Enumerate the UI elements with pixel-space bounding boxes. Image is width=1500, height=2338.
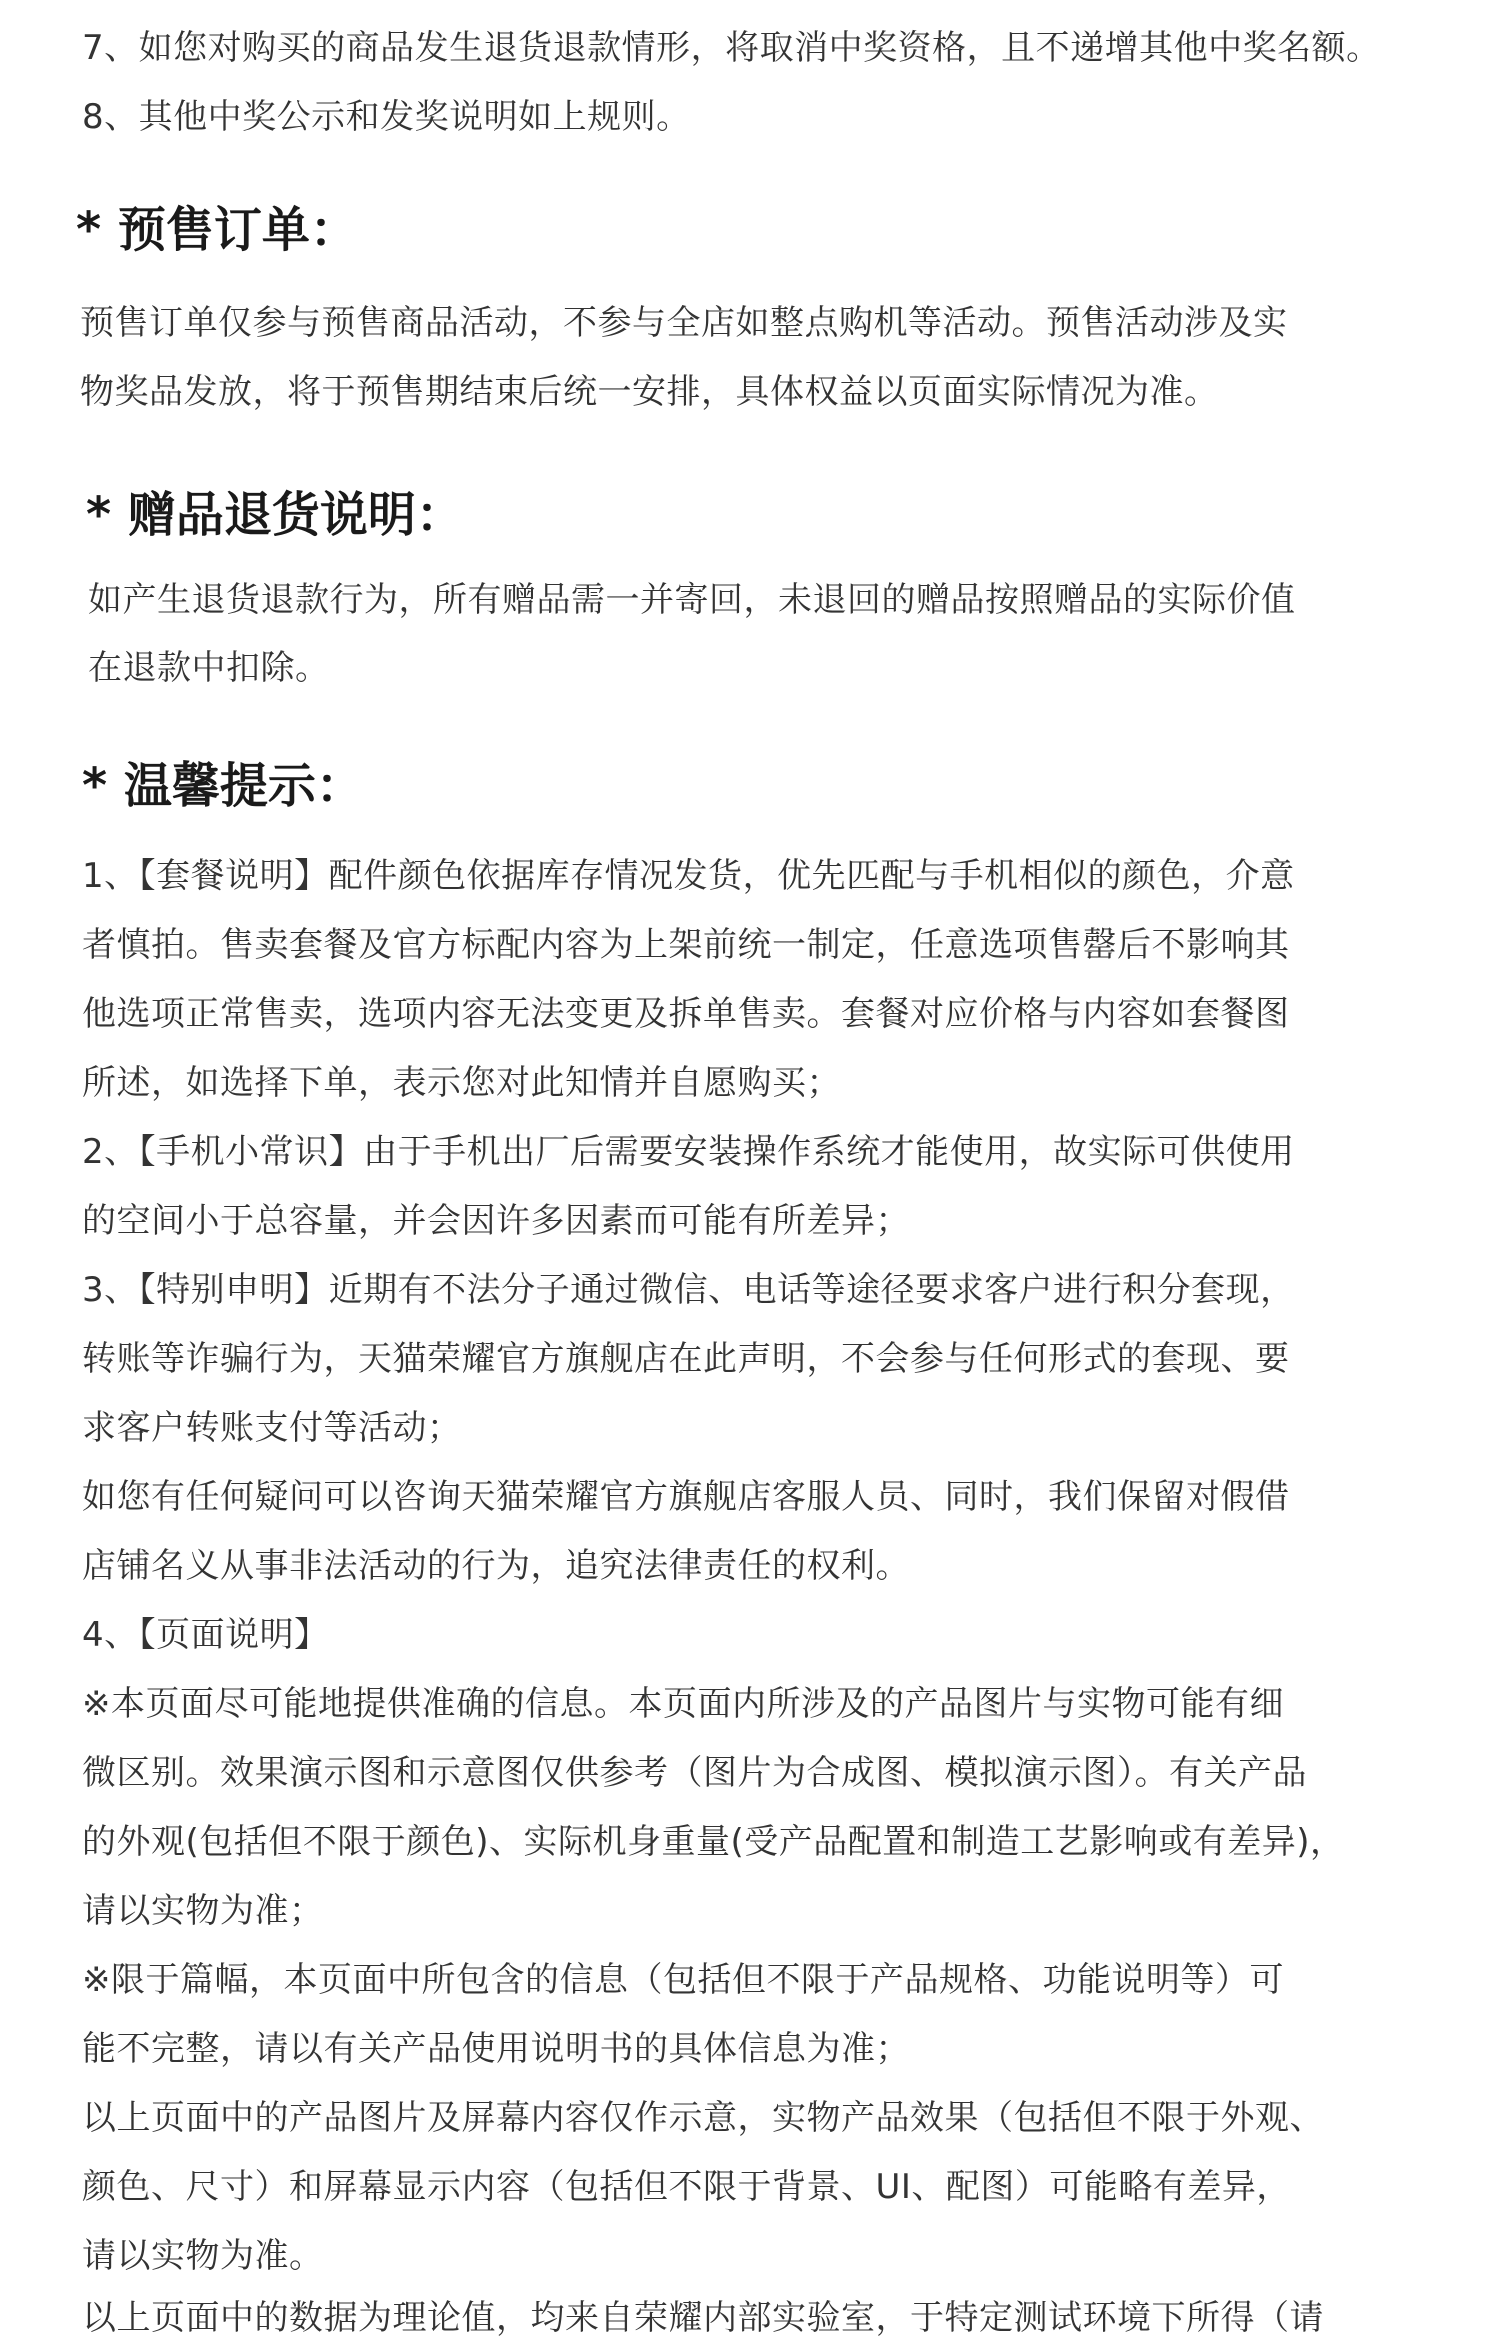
tips-line: 转账等诈骗行为，天猫荣耀官方旗舰店在此声明，不会参与任何形式的套现、要 xyxy=(82,1339,1290,1379)
tips-line: 请以实物为准； xyxy=(82,1891,324,1931)
presale-line: 物奖品发放，将于预售期结束后统一安排，具体权益以页面实际情况为准。 xyxy=(80,372,1219,412)
tips-line: 能不完整，请以有关产品使用说明书的具体信息为准； xyxy=(82,2029,910,2069)
tips-line: 以上页面中的数据为理论值，均来自荣耀内部实验室，于特定测试环境下所得（请 xyxy=(82,2298,1324,2338)
presale-line: 预售订单仅参与预售商品活动，不参与全店如整点购机等活动。预售活动涉及实 xyxy=(80,303,1288,343)
gift-return-heading: * 赠品退货说明： xyxy=(86,487,464,543)
gift-return-line: 在退款中扣除。 xyxy=(88,648,330,688)
tips-line: 3、【特别申明】近期有不法分子通过微信、电话等途径要求客户进行积分套现， xyxy=(82,1270,1295,1310)
tips-line: 者慎拍。售卖套餐及官方标配内容为上架前统一制定，任意选项售罄后不影响其 xyxy=(82,925,1290,965)
tips-line: 如您有任何疑问可以咨询天猫荣耀官方旗舰店客服人员、同时，我们保留对假借 xyxy=(82,1477,1290,1517)
rule-line-7: 7、如您对购买的商品发生退货退款情形，将取消中奖资格，且不递增其他中奖名额。 xyxy=(82,28,1381,68)
tips-line: 2、【手机小常识】由于手机出厂后需要安装操作系统才能使用，故实际可供使用 xyxy=(82,1132,1295,1172)
tips-line: 请以实物为准。 xyxy=(82,2236,324,2276)
tips-line: 的外观(包括但不限于颜色)、实际机身重量(受产品配置和制造工艺影响或有差异)， xyxy=(82,1822,1345,1862)
tips-line: 求客户转账支付等活动； xyxy=(82,1408,462,1448)
tips-line: 店铺名义从事非法活动的行为，追究法律责任的权利。 xyxy=(82,1546,910,1586)
tips-line: 4、【页面说明】 xyxy=(82,1615,329,1655)
rule-line-8: 8、其他中奖公示和发奖说明如上规则。 xyxy=(82,97,691,137)
tips-line: 他选项正常售卖，选项内容无法变更及拆单售卖。套餐对应价格与内容如套餐图 xyxy=(82,994,1290,1034)
tips-line: 以上页面中的产品图片及屏幕内容仅作示意，实物产品效果（包括但不限于外观、 xyxy=(82,2098,1324,2138)
tips-line: 的空间小于总容量，并会因许多因素而可能有所差异； xyxy=(82,1201,910,1241)
tips-line: 微区别。效果演示图和示意图仅供参考（图片为合成图、模拟演示图）。有关产品 xyxy=(82,1753,1307,1793)
tips-line: ※本页面尽可能地提供准确的信息。本页面内所涉及的产品图片与实物可能有细 xyxy=(82,1684,1284,1724)
tips-heading: * 温馨提示： xyxy=(82,758,364,814)
tips-line: ※限于篇幅，本页面中所包含的信息（包括但不限于产品规格、功能说明等）可 xyxy=(82,1960,1284,2000)
presale-heading: * 预售订单： xyxy=(76,202,358,258)
tips-line: 颜色、尺寸）和屏幕显示内容（包括但不限于背景、UI、配图）可能略有差异， xyxy=(82,2167,1291,2207)
tips-line: 1、【套餐说明】配件颜色依据库存情况发货，优先匹配与手机相似的颜色，介意 xyxy=(82,856,1295,896)
gift-return-line: 如产生退货退款行为，所有赠品需一并寄回，未退回的赠品按照赠品的实际价值 xyxy=(88,580,1296,620)
tips-line: 所述，如选择下单，表示您对此知情并自愿购买； xyxy=(82,1063,841,1103)
